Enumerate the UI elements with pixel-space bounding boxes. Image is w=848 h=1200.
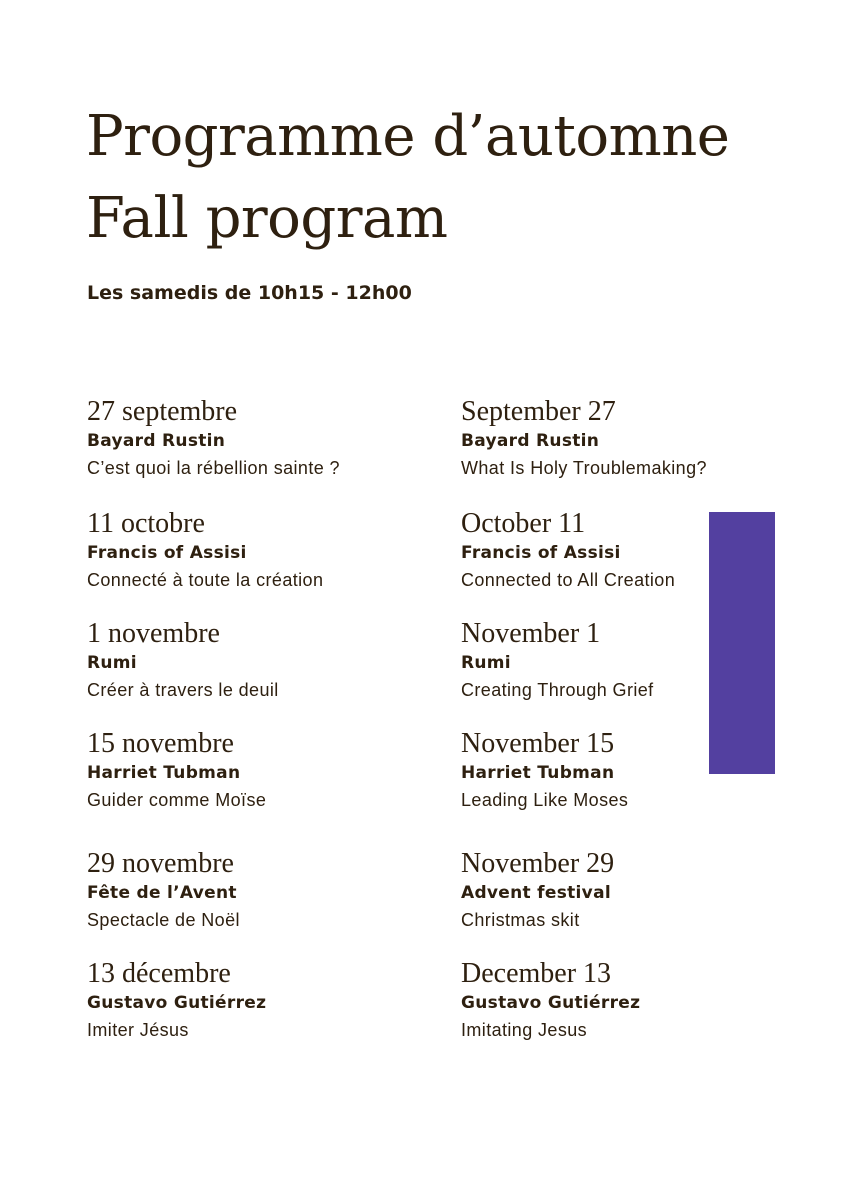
event-date: October 11 bbox=[461, 508, 586, 539]
event-english-1 bbox=[461, 396, 821, 479]
event-date: 13 décembre bbox=[87, 958, 231, 989]
event-name: Gustavo Gutiérrez bbox=[87, 993, 267, 1013]
event-topic: Creating Through Grief bbox=[461, 680, 654, 700]
event-name: Bayard Rustin bbox=[461, 431, 600, 451]
event-name: Fête de l’Avent bbox=[87, 883, 237, 903]
event-name: Bayard Rustin bbox=[87, 431, 226, 451]
event-date: December 13 bbox=[461, 958, 612, 989]
event-date: 27 septembre bbox=[87, 396, 238, 427]
event-french-4 bbox=[87, 728, 447, 811]
title-line-english: Fall program bbox=[86, 186, 448, 251]
event-date: November 29 bbox=[461, 848, 615, 879]
accent-bar bbox=[709, 512, 775, 774]
title-line-french: Programme d’automne bbox=[86, 104, 730, 169]
event-name: Rumi bbox=[461, 653, 511, 673]
event-name: Rumi bbox=[87, 653, 137, 673]
event-french-5 bbox=[87, 848, 447, 931]
event-name: Francis of Assisi bbox=[461, 543, 621, 563]
event-name: Gustavo Gutiérrez bbox=[461, 993, 641, 1013]
event-topic: Leading Like Moses bbox=[461, 790, 629, 810]
event-french-3 bbox=[87, 618, 447, 701]
event-name: Harriet Tubman bbox=[461, 763, 615, 783]
event-date: 1 novembre bbox=[87, 618, 220, 649]
event-date: 29 novembre bbox=[87, 848, 234, 879]
event-french-2 bbox=[87, 508, 447, 591]
event-topic: Christmas skit bbox=[461, 910, 580, 930]
page-title bbox=[86, 96, 729, 260]
event-date: November 1 bbox=[461, 618, 601, 649]
event-topic: C’est quoi la rébellion sainte ? bbox=[87, 458, 340, 478]
event-topic: What Is Holy Troublemaking? bbox=[461, 458, 707, 478]
event-date: 15 novembre bbox=[87, 728, 234, 759]
event-date: 11 octobre bbox=[87, 508, 205, 539]
event-name: Francis of Assisi bbox=[87, 543, 247, 563]
event-topic: Guider comme Moïse bbox=[87, 790, 267, 810]
event-english-5 bbox=[461, 848, 821, 931]
event-name: Advent festival bbox=[461, 883, 611, 903]
event-topic: Spectacle de Noël bbox=[87, 910, 240, 930]
event-name: Harriet Tubman bbox=[87, 763, 241, 783]
event-date: September 27 bbox=[461, 396, 616, 427]
event-topic: Créer à travers le deuil bbox=[87, 680, 279, 700]
event-topic: Connected to All Creation bbox=[461, 570, 676, 590]
event-french-6 bbox=[87, 958, 447, 1041]
event-topic: Imitating Jesus bbox=[461, 1020, 588, 1040]
event-topic: Imiter Jésus bbox=[87, 1020, 189, 1040]
event-date: November 15 bbox=[461, 728, 615, 759]
event-english-6 bbox=[461, 958, 821, 1041]
event-topic: Connecté à toute la création bbox=[87, 570, 324, 590]
schedule-subtitle: Les samedis de 10h15 - 12h00 bbox=[87, 282, 412, 304]
event-french-1 bbox=[87, 396, 447, 479]
